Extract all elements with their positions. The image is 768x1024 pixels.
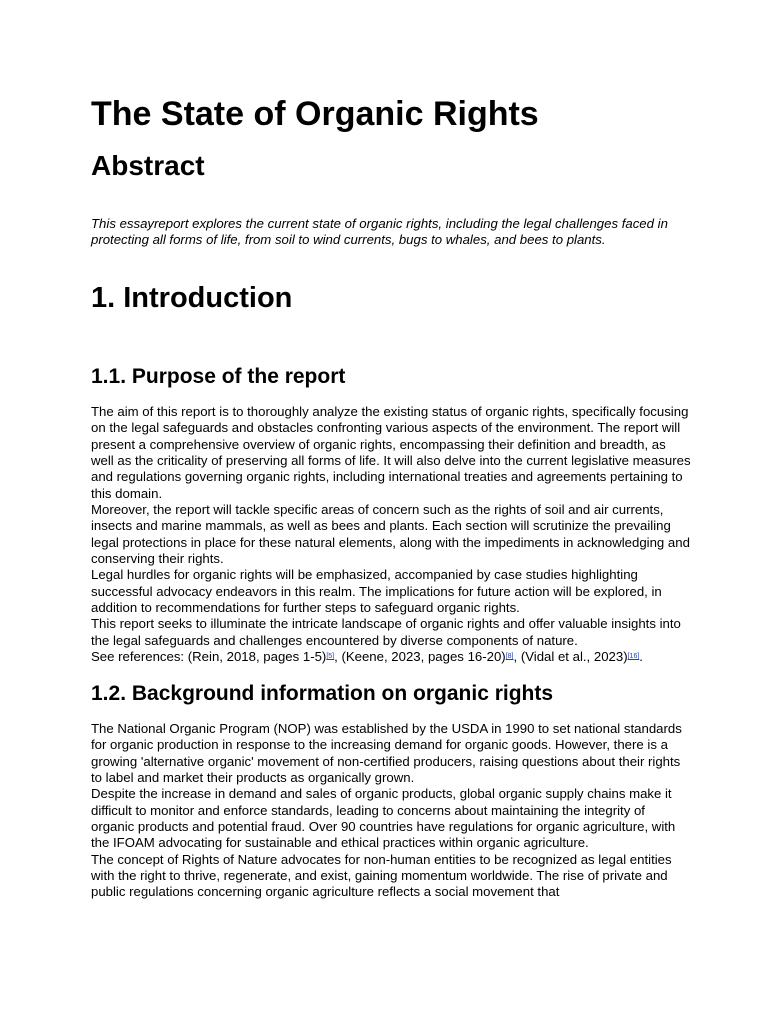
references-prefix: See references:: [91, 649, 188, 665]
paragraph: This report seeks to illuminate the intricate landscape of organic rights and offer valuable insights into the legal safeguards and challenges encountered by diverse components of nature.: [91, 616, 681, 648]
section-heading-purpose: 1.1. Purpose of the report: [91, 365, 346, 388]
references-line: [91, 649, 691, 665]
section-heading-background: 1.2. Background information on organic rights: [91, 682, 554, 705]
reference-text: (Vidal et al., 2023): [520, 649, 628, 665]
purpose-section-body: [91, 404, 691, 666]
abstract-heading: Abstract: [91, 150, 205, 181]
reference-text: (Keene, 2023, pages 16-20): [341, 649, 506, 665]
reference-separator: ,: [334, 649, 342, 665]
reference-separator: ,: [513, 649, 521, 665]
citation-link[interactable]: [8]: [505, 653, 514, 661]
references-suffix: .: [639, 649, 643, 665]
paragraph: The National Organic Program (NOP) was established by the USDA in 1990 to set national standards for organic production in response to the increasing demand for organic goods. However, there is a growing 'alternative organic' movement of non-certified producers, raising questions about their rights to label and market their products as organically grown.: [91, 721, 682, 786]
section-heading-introduction: 1. Introduction: [91, 282, 293, 314]
paragraph: The aim of this report is to thoroughly analyze the existing status of organic rights, specifically focusing on the legal safeguards and obstacles confronting various aspects of the environment. The report will present a comprehensive overview of organic rights, encompassing their definition and breadth, as well as the criticality of preserving all forms of life. It will also delve into the current legislative measures and regulations governing organic rights, including international treaties and agreements pertaining to this domain.: [91, 404, 691, 501]
citation-link[interactable]: [16]: [627, 653, 640, 661]
document-title: The State of Organic Rights: [91, 95, 539, 133]
paragraph: Legal hurdles for organic rights will be emphasized, accompanied by case studies highlighting successful advocacy endeavors in this realm. The implications for future action will be explored, in addition to recommendations for further steps to safeguard organic rights.: [91, 567, 662, 616]
paragraph: Moreover, the report will tackle specific areas of concern such as the rights of soil and air currents, insects and marine mammals, as well as bees and plants. Each section will scrutinize the prevailing legal protections in place for these natural elements, along with the impediments in acknowledging and conserving their rights.: [91, 502, 690, 567]
paragraph: The concept of Rights of Nature advocates for non-human entities to be recognized as legal entities with the right to thrive, regenerate, and exist, gaining momentum worldwide. The rise of private and public regulations concerning organic agriculture reflects a social movement that: [91, 851, 672, 900]
background-section-body: [91, 721, 691, 901]
citation-link[interactable]: [5]: [326, 653, 335, 661]
paragraph: Despite the increase in demand and sales of organic products, global organic supply chains make it difficult to monitor and enforce standards, leading to concerns about maintaining the integrity of organic products and potential fraud. Over 90 countries have regulations for organic agriculture, with the IFOAM advocating for sustainable and ethical practices within organic agriculture.: [91, 786, 676, 851]
abstract-text: This essayreport explores the current state of organic rights, including the legal challenges faced in protecting all forms of life, from soil to wind currents, bugs to whales, and bees to plants.: [91, 216, 668, 248]
reference-text: (Rein, 2018, pages 1-5): [187, 649, 327, 665]
